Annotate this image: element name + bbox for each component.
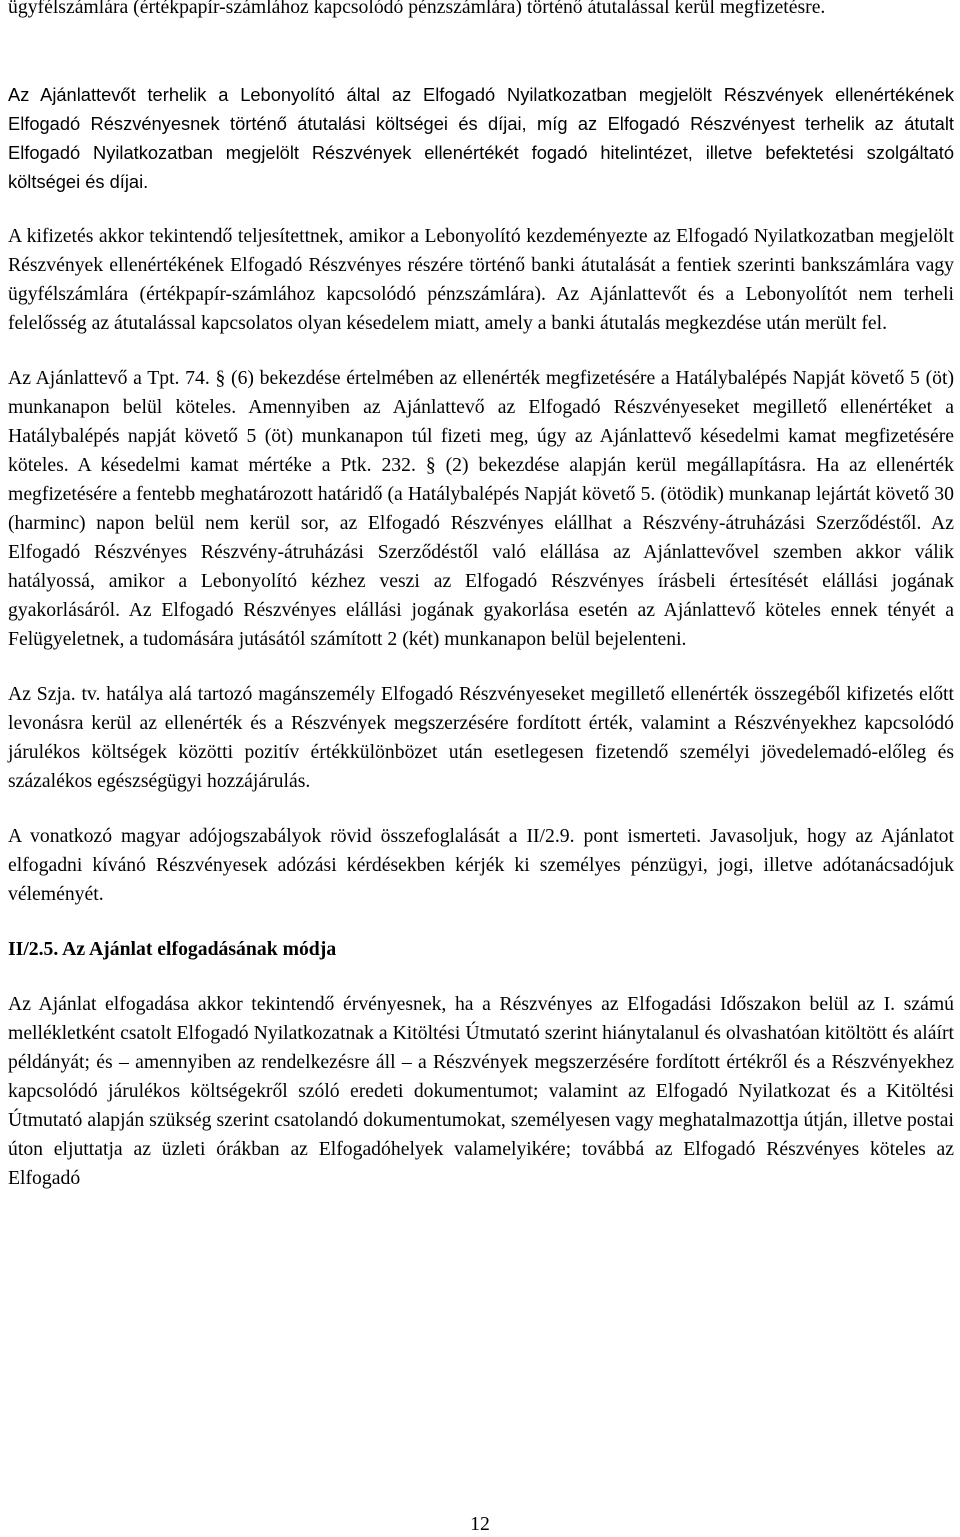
page-number: 12 [470, 1513, 490, 1535]
document-body [8, 0, 954, 1219]
section-heading: II/2.5. Az Ajánlat elfogadásának módja [8, 938, 337, 960]
paragraph-payment-completion: A kifizetés akkor tekintendő teljesítettnek, amikor a Lebonyolító kezdeményezte az Elfogadó Nyilatkozatban megjelölt Részvények ellenértékének Elfogadó Részvényes részére történő banki átutalását a fentiek szerinti bankszámlára vagy ügyfélszámlára (értékpapír-számlához kapcsolódó pénzszámlára). Az Ajánlattevőt és a Lebonyolítót nem terheli felelősség az átutalással kapcsolatos olyan késedelem miatt, amely a banki átutalás megkezdése után merült fel. [8, 225, 954, 334]
paragraph-acceptance: Az Ajánlat elfogadása akkor tekintendő érvényesnek, ha a Részvényes az Elfogadási Időszakon belül az I. számú mellékletként csatolt Elfogadó Nyilatkozatnak a Kitöltési Útmutató szerint hiánytalanul és olvashatóan kitöltött és aláírt példányát; és – amennyiben az rendelkezésre áll – a Részvények megszerzésére fordított értékről és a Részvényekhez kapcsolódó járulékos költségekről szóló eredeti dokumentumot; valamint az Elfogadó Nyilatkozat és a Kitöltési Útmutató alapján szükség szerint csatolandó dokumentumokat, személyesen vagy meghatalmazottja útján, illetve postai úton eljuttatja az üzleti órákban az Elfogadóhelyek valamelyikére; továbbá az Elfogadó Részvényes köteles az Elfogadó [8, 993, 954, 1189]
paragraph-payment-method: ügyfélszámlára (értékpapír-számlához kapcsolódó pénzszámlára) történő átutalással kerül megfizetésre. [8, 0, 826, 18]
paragraph-tax-advice: A vonatkozó magyar adójogszabályok rövid összefoglalását a II/2.9. pont ismerteti. Javasoljuk, hogy az Ajánlatot elfogadni kívánó Részvényesek adózási kérdésekben kérjék ki személyes pénzügyi, jogi, illetve adótanácsadójuk véleményét. [8, 825, 954, 905]
paragraph-transfer-costs: Az Ajánlattevőt terhelik a Lebonyolító által az Elfogadó Nyilatkozatban megjelölt Részvények ellenértékének Elfogadó Részvényesnek történő átutalási költségei és díjai, míg az Elfogadó Részvényest terhelik az átutalt Elfogadó Nyilatkozatban megjelölt Részvények ellenértékét fogadó hitelintézet, illetve befektetési szolgáltató költségei és díjai. [8, 84, 954, 192]
paragraph-payment-deadline: Az Ajánlattevő a Tpt. 74. § (6) bekezdése értelmében az ellenérték megfizetésére a Hatálybalépés Napját követő 5 (öt) munkanapon belül köteles. Amennyiben az Ajánlattevő az Elfogadó Részvényeseket megillető ellenértéket a Hatálybalépés napját követő 5 (öt) munkanapon túl fizeti meg, úgy az Ajánlattevő késedelmi kamat megfizetésére köteles. A késedelmi kamat mértéke a Ptk. 232. § (2) bekezdése alapján kerül megállapításra. Ha az ellenérték megfizetésére a fentebb meghatározott határidő (a Hatálybalépés Napját követő 5. (ötödik) munkanap lejártát követő 30 (harminc) napon belül nem kerül sor, az Elfogadó Részvényes elállhat a Részvény-átruházási Szerződéstől. Az Elfogadó Részvényes Részvény-átruházási Szerződéstől való elállása az Ajánlattevővel szemben akkor válik hatályossá, amikor a Lebonyolító kézhez veszi az Elfogadó Részvényes írásbeli értesítését elállási jogának gyakorlásáról. Az Elfogadó Részvényes elállási jogának gyakorlása esetén az Ajánlattevő köteles ennek tényét a Felügyeletnek, a tudomására jutásától számított 2 (két) munkanapon belül bejelenteni. [8, 367, 954, 650]
paragraph-tax-deduction: Az Szja. tv. hatálya alá tartozó magánszemély Elfogadó Részvényeseket megillető ellenérték összegéből kifizetés előtt levonásra kerül az ellenérték és a Részvények megszerzésére fordított érték, valamint a Részvényekhez kapcsolódó járulékos költségek közötti pozitív értékkülönbözet után esetlegesen fizetendő személyi jövedelemadó-előleg és százalékos egészségügyi hozzájárulás. [8, 683, 954, 792]
